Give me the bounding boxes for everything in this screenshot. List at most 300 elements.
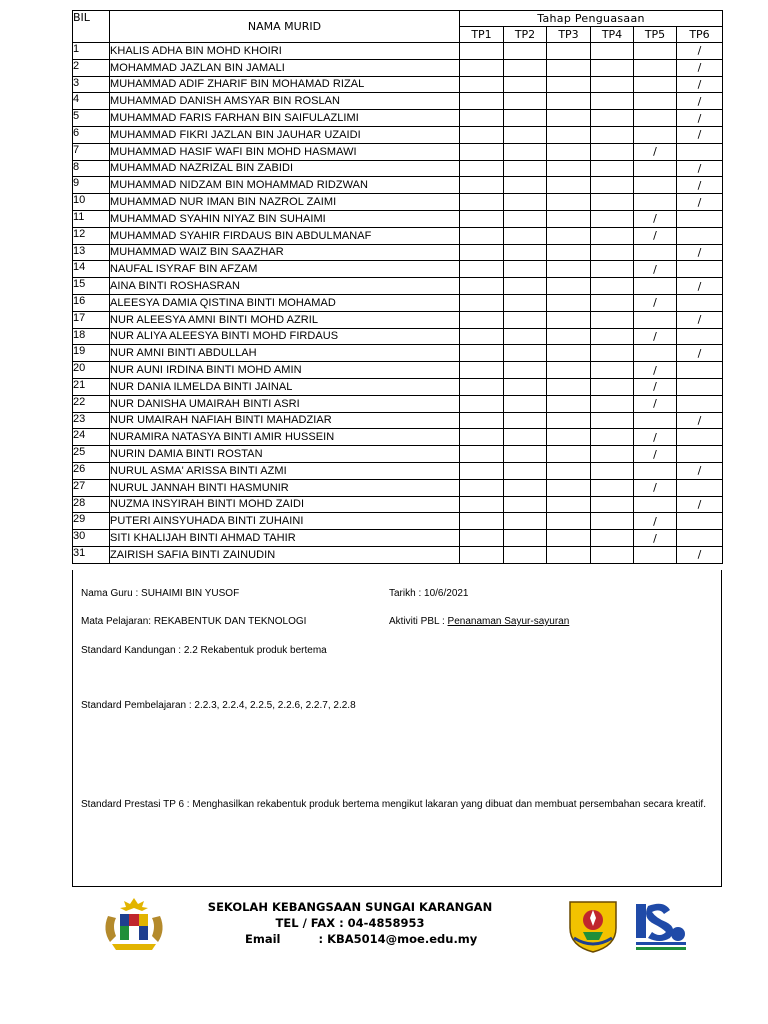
tp-cell	[677, 59, 723, 76]
table-row	[73, 530, 723, 547]
tp-header: TP2	[504, 27, 547, 43]
tp-cell	[460, 496, 504, 513]
row-number: 11	[73, 210, 110, 227]
row-number: 21	[73, 378, 110, 395]
tp-cell	[547, 294, 591, 311]
row-number: 1	[73, 43, 110, 60]
table-row	[73, 378, 723, 395]
tp-cell	[460, 126, 504, 143]
student-name: MUHAMMAD DANISH AMSYAR BIN ROSLAN	[110, 93, 460, 110]
table-row	[73, 177, 723, 194]
student-name: NAUFAL ISYRAF BIN AFZAM	[110, 261, 460, 278]
tp-cell	[460, 395, 504, 412]
tp-cell	[677, 76, 723, 93]
tp-cell	[504, 244, 547, 261]
tp-mark: /	[697, 44, 702, 58]
table-row	[73, 546, 723, 563]
tp-cell	[460, 261, 504, 278]
tp-cell	[504, 446, 547, 463]
tp-cell	[591, 244, 634, 261]
tp-cell	[634, 530, 677, 547]
tp-cell	[504, 278, 547, 295]
tp-cell	[460, 43, 504, 60]
tp-cell	[460, 311, 504, 328]
tp-cell	[634, 126, 677, 143]
tp-cell	[634, 429, 677, 446]
tp-cell	[677, 143, 723, 160]
tp-cell	[460, 210, 504, 227]
tp-cell	[591, 43, 634, 60]
tp-cell	[634, 110, 677, 127]
tp-cell	[504, 76, 547, 93]
row-number: 3	[73, 76, 110, 93]
table-row	[73, 278, 723, 295]
tp-cell	[591, 210, 634, 227]
tp-cell	[460, 513, 504, 530]
nama-guru: Nama Guru : SUHAIMI BIN YUSOF	[81, 588, 240, 599]
tp-cell	[677, 126, 723, 143]
table-row	[73, 227, 723, 244]
tp-cell	[547, 177, 591, 194]
tp-cell	[504, 177, 547, 194]
tp-cell	[634, 513, 677, 530]
tp-cell	[547, 76, 591, 93]
tp-cell	[547, 143, 591, 160]
tp-cell	[504, 194, 547, 211]
table-row	[73, 362, 723, 379]
tp-cell	[504, 362, 547, 379]
tp-cell	[460, 530, 504, 547]
tp-cell	[677, 261, 723, 278]
aktiviti-label: Aktiviti PBL :	[389, 616, 448, 627]
row-number: 12	[73, 227, 110, 244]
tp-cell	[677, 362, 723, 379]
tp-cell	[634, 43, 677, 60]
student-name: ALEESYA DAMIA QISTINA BINTI MOHAMAD	[110, 294, 460, 311]
tp-cell	[591, 311, 634, 328]
tp-cell	[677, 160, 723, 177]
table-row	[73, 294, 723, 311]
tp-cell	[460, 446, 504, 463]
school-crest-icon	[566, 898, 620, 954]
tp-cell	[504, 412, 547, 429]
tp-cell	[591, 395, 634, 412]
row-number: 30	[73, 530, 110, 547]
tp-mark: /	[697, 195, 702, 209]
student-name: MUHAMMAD NUR IMAN BIN NAZROL ZAIMI	[110, 194, 460, 211]
tp-cell	[634, 362, 677, 379]
aktiviti-pbl	[389, 616, 569, 627]
student-name: MOHAMMAD JAZLAN BIN JAMALI	[110, 59, 460, 76]
tp-mark: /	[697, 313, 702, 327]
tp-cell	[504, 227, 547, 244]
tp-cell	[460, 110, 504, 127]
tp-mark: /	[697, 128, 702, 142]
tp-header: TP5	[634, 27, 677, 43]
tp-mark: /	[653, 481, 657, 495]
tp-mark: /	[653, 397, 657, 411]
tp-cell	[634, 462, 677, 479]
student-name: NUR UMAIRAH NAFIAH BINTI MAHADZIAR	[110, 412, 460, 429]
student-name: MUHAMMAD NIDZAM BIN MOHAMMAD RIDZWAN	[110, 177, 460, 194]
tp-mark: /	[653, 363, 657, 377]
tp-cell	[677, 412, 723, 429]
tp-mark: /	[697, 245, 702, 259]
tp-cell	[547, 210, 591, 227]
tp-cell	[547, 328, 591, 345]
tp-cell	[591, 227, 634, 244]
tp-cell	[634, 76, 677, 93]
tp-cell	[547, 546, 591, 563]
tp-cell	[634, 227, 677, 244]
tp-cell	[677, 294, 723, 311]
tp-cell	[591, 278, 634, 295]
tp-cell	[677, 546, 723, 563]
tp-cell	[591, 429, 634, 446]
tp-cell	[634, 93, 677, 110]
row-number: 2	[73, 59, 110, 76]
tp-cell	[504, 546, 547, 563]
tp-mark: /	[653, 229, 657, 243]
tp-cell	[677, 479, 723, 496]
email-label: Email	[245, 932, 281, 946]
tp-cell	[504, 59, 547, 76]
tp-mark: /	[653, 380, 657, 394]
row-number: 24	[73, 429, 110, 446]
tp-cell	[460, 328, 504, 345]
row-number: 19	[73, 345, 110, 362]
tp-cell	[547, 261, 591, 278]
nama-murid-header: NAMA MURID	[110, 11, 460, 43]
school-email	[245, 932, 477, 946]
tp-cell	[634, 160, 677, 177]
tp-mark: /	[697, 111, 702, 125]
table-row	[73, 261, 723, 278]
tp-cell	[634, 177, 677, 194]
tp-cell	[634, 496, 677, 513]
student-name: NURUL JANNAH BINTI HASMUNIR	[110, 479, 460, 496]
tp-cell	[634, 479, 677, 496]
tp-header: TP6	[677, 27, 723, 43]
tp-cell	[504, 395, 547, 412]
tp-cell	[460, 59, 504, 76]
tp-cell	[634, 143, 677, 160]
tp-cell	[504, 311, 547, 328]
student-name: NURIN DAMIA BINTI ROSTAN	[110, 446, 460, 463]
table-row	[73, 76, 723, 93]
table-row	[73, 160, 723, 177]
student-name: SITI KHALIJAH BINTI AHMAD TAHIR	[110, 530, 460, 547]
tp-cell	[460, 160, 504, 177]
tp-cell	[634, 59, 677, 76]
table-row	[73, 110, 723, 127]
ts25-logo-icon	[634, 900, 688, 952]
tp-mark: /	[653, 447, 657, 461]
tp-cell	[547, 110, 591, 127]
table-row	[73, 513, 723, 530]
tp-cell	[547, 378, 591, 395]
tp-cell	[591, 59, 634, 76]
tp-cell	[591, 160, 634, 177]
student-name: NUR AMNI BINTI ABDULLAH	[110, 345, 460, 362]
tp-mark: /	[653, 145, 657, 159]
tp-cell	[591, 177, 634, 194]
student-name: MUHAMMAD SYAHIN NIYAZ BIN SUHAIMI	[110, 210, 460, 227]
tp-cell	[634, 261, 677, 278]
tp-cell	[460, 546, 504, 563]
table-row	[73, 210, 723, 227]
tp-cell	[591, 479, 634, 496]
email-value: : KBA5014@moe.edu.my	[318, 932, 478, 946]
tp-mark: /	[697, 413, 702, 427]
tp-cell	[504, 462, 547, 479]
tp-cell	[547, 93, 591, 110]
table-row	[73, 93, 723, 110]
tp-cell	[547, 227, 591, 244]
student-name: NUR DANIA ILMELDA BINTI JAINAL	[110, 378, 460, 395]
row-number: 28	[73, 496, 110, 513]
tp-cell	[547, 530, 591, 547]
tp-cell	[677, 210, 723, 227]
tp-cell	[591, 362, 634, 379]
tp-cell	[677, 278, 723, 295]
tp-cell	[634, 446, 677, 463]
tp-cell	[460, 143, 504, 160]
tp-mark: /	[697, 161, 702, 175]
table-row	[73, 395, 723, 412]
tp-cell	[504, 294, 547, 311]
tp-cell	[677, 496, 723, 513]
malaysia-coat-of-arms-icon	[98, 896, 170, 952]
tp-cell	[547, 412, 591, 429]
tp-cell	[634, 294, 677, 311]
tp-cell	[547, 244, 591, 261]
student-name: NUR ALIYA ALEESYA BINTI MOHD FIRDAUS	[110, 328, 460, 345]
row-number: 16	[73, 294, 110, 311]
tp-cell	[634, 244, 677, 261]
table-row	[73, 194, 723, 211]
tp-cell	[504, 328, 547, 345]
tp-cell	[460, 429, 504, 446]
standard-pembelajaran: Standard Pembelajaran : 2.2.3, 2.2.4, 2.2.5, 2.2.6, 2.2.7, 2.2.8	[81, 700, 356, 711]
tp-cell	[460, 294, 504, 311]
tp-cell	[591, 261, 634, 278]
mata-pelajaran: Mata Pelajaran: REKABENTUK DAN TEKNOLOGI	[81, 616, 307, 627]
tp-cell	[547, 429, 591, 446]
tp-cell	[547, 160, 591, 177]
tp-cell	[460, 227, 504, 244]
row-number: 10	[73, 194, 110, 211]
tp-mark: /	[697, 279, 702, 293]
tahap-penguasaan-header: Tahap Penguasaan	[460, 11, 723, 27]
tp-cell	[677, 345, 723, 362]
tp-cell	[547, 446, 591, 463]
tp-cell	[504, 210, 547, 227]
student-name: MUHAMMAD HASIF WAFI BIN MOHD HASMAWI	[110, 143, 460, 160]
school-name: SEKOLAH KEBANGSAAN SUNGAI KARANGAN	[207, 900, 493, 914]
tp-cell	[591, 530, 634, 547]
tp-cell	[591, 412, 634, 429]
tp-cell	[460, 244, 504, 261]
tp-cell	[504, 479, 547, 496]
tp-cell	[460, 479, 504, 496]
tp-mark: /	[697, 464, 702, 478]
tp-mark: /	[697, 548, 702, 562]
assessment-table	[72, 10, 723, 564]
tp-cell	[634, 278, 677, 295]
table-row	[73, 126, 723, 143]
tp-cell	[460, 412, 504, 429]
standard-kandungan: Standard Kandungan : 2.2 Rekabentuk produk bertema	[81, 645, 327, 656]
tp-mark: /	[653, 531, 657, 545]
tp-mark: /	[653, 430, 657, 444]
tp-cell	[634, 194, 677, 211]
tp-cell	[677, 378, 723, 395]
student-name: KHALIS ADHA BIN MOHD KHOIRI	[110, 43, 460, 60]
tp-cell	[460, 345, 504, 362]
tp-cell	[677, 429, 723, 446]
tp-cell	[460, 93, 504, 110]
student-name: MUHAMMAD ADIF ZHARIF BIN MOHAMAD RIZAL	[110, 76, 460, 93]
tp-mark: /	[697, 94, 702, 108]
tp-cell	[677, 244, 723, 261]
tp-cell	[547, 194, 591, 211]
row-number: 18	[73, 328, 110, 345]
row-number: 25	[73, 446, 110, 463]
tp-header: TP1	[460, 27, 504, 43]
table-row	[73, 328, 723, 345]
tp-cell	[677, 110, 723, 127]
row-number: 20	[73, 362, 110, 379]
tarikh: Tarikh : 10/6/2021	[389, 588, 469, 599]
tp-cell	[591, 446, 634, 463]
tp-cell	[634, 395, 677, 412]
tp-cell	[460, 462, 504, 479]
student-name: NUR AUNI IRDINA BINTI MOHD AMIN	[110, 362, 460, 379]
row-number: 8	[73, 160, 110, 177]
tp-cell	[634, 328, 677, 345]
row-number: 27	[73, 479, 110, 496]
tp-cell	[547, 345, 591, 362]
row-number: 7	[73, 143, 110, 160]
student-name: AINA BINTI ROSHASRAN	[110, 278, 460, 295]
tp-cell	[504, 530, 547, 547]
tp-cell	[634, 311, 677, 328]
tp-cell	[547, 496, 591, 513]
tp-cell	[634, 345, 677, 362]
tp-cell	[504, 126, 547, 143]
tp-cell	[591, 345, 634, 362]
student-name: MUHAMMAD SYAHIR FIRDAUS BIN ABDULMANAF	[110, 227, 460, 244]
tp-mark: /	[697, 346, 702, 360]
tp-cell	[460, 76, 504, 93]
tp-cell	[504, 160, 547, 177]
row-number: 23	[73, 412, 110, 429]
tp-cell	[504, 93, 547, 110]
tp-cell	[460, 177, 504, 194]
tp-cell	[591, 126, 634, 143]
row-number: 6	[73, 126, 110, 143]
tp-cell	[591, 378, 634, 395]
tp-cell	[504, 378, 547, 395]
student-record-sheet	[72, 10, 722, 564]
tp-cell	[547, 59, 591, 76]
row-number: 5	[73, 110, 110, 127]
row-number: 29	[73, 513, 110, 530]
tp-cell	[591, 546, 634, 563]
tp-cell	[677, 177, 723, 194]
tp-cell	[460, 378, 504, 395]
tp-cell	[504, 110, 547, 127]
table-row	[73, 43, 723, 60]
student-name: ZAIRISH SAFIA BINTI ZAINUDIN	[110, 546, 460, 563]
tp-cell	[547, 43, 591, 60]
tp-mark: /	[653, 262, 657, 276]
tp-mark: /	[697, 61, 702, 75]
tp-mark: /	[653, 212, 657, 226]
tp-cell	[591, 294, 634, 311]
tp-cell	[634, 210, 677, 227]
tp-cell	[591, 194, 634, 211]
tp-cell	[677, 328, 723, 345]
school-footer	[0, 896, 768, 966]
table-row	[73, 59, 723, 76]
tp-mark: /	[653, 329, 657, 343]
student-name: NURUL ASMA' ARISSA BINTI AZMI	[110, 462, 460, 479]
tp-mark: /	[697, 178, 702, 192]
table-row	[73, 244, 723, 261]
tp-mark: /	[653, 514, 657, 528]
tp-cell	[547, 126, 591, 143]
student-name: MUHAMMAD FARIS FARHAN BIN SAIFULAZLIMI	[110, 110, 460, 127]
tp-cell	[547, 395, 591, 412]
tp-cell	[504, 513, 547, 530]
tp-cell	[677, 462, 723, 479]
tp-cell	[591, 513, 634, 530]
row-number: 14	[73, 261, 110, 278]
tp-cell	[677, 311, 723, 328]
tp-cell	[547, 479, 591, 496]
table-row	[73, 311, 723, 328]
lesson-info-box	[72, 570, 722, 887]
table-row	[73, 496, 723, 513]
tp-cell	[591, 76, 634, 93]
tp-cell	[591, 143, 634, 160]
tp-cell	[504, 143, 547, 160]
tp-cell	[460, 362, 504, 379]
tp-mark: /	[653, 296, 657, 310]
tp-cell	[504, 496, 547, 513]
tp-cell	[504, 429, 547, 446]
bil-header: BIL	[73, 11, 110, 43]
tp-cell	[677, 93, 723, 110]
tp-cell	[504, 261, 547, 278]
tp-cell	[591, 93, 634, 110]
tp-cell	[547, 311, 591, 328]
tp-cell	[460, 194, 504, 211]
tp-cell	[591, 462, 634, 479]
tp-cell	[677, 395, 723, 412]
table-row	[73, 143, 723, 160]
tp-cell	[677, 227, 723, 244]
tp-cell	[591, 328, 634, 345]
tp-cell	[547, 278, 591, 295]
student-name: NUR ALEESYA AMNI BINTI MOHD AZRIL	[110, 311, 460, 328]
row-number: 4	[73, 93, 110, 110]
tp-mark: /	[697, 77, 702, 91]
tp-cell	[634, 412, 677, 429]
tp-cell	[677, 530, 723, 547]
